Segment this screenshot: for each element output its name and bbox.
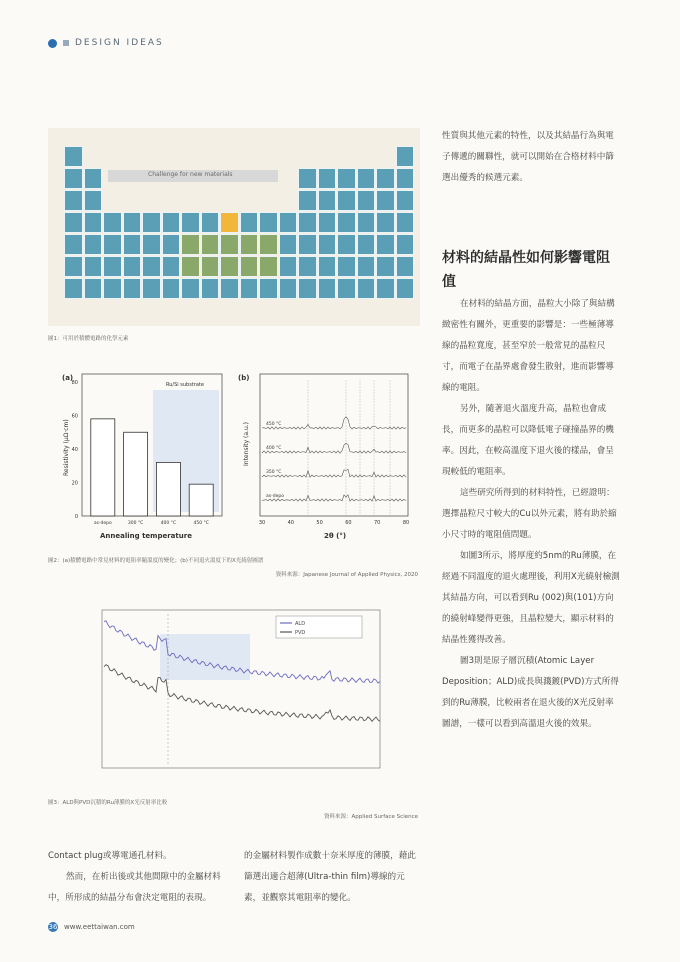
element-cell [396, 256, 415, 277]
panel-a-ylabel: Resistivity (µΩ·cm) [63, 419, 70, 476]
element-cell [240, 256, 259, 277]
element-cell [240, 234, 259, 255]
element-cell [396, 234, 415, 255]
element-cell [298, 212, 317, 233]
element-cell [64, 212, 83, 233]
footer-site: www.eettaiwan.com [64, 923, 135, 931]
element-cell [103, 256, 122, 277]
highlight-region [160, 634, 250, 680]
element-cell [298, 190, 317, 211]
x-tick-label: as-depo [93, 521, 112, 526]
element-cell [357, 278, 376, 299]
bar [189, 484, 213, 516]
element-cell [220, 212, 239, 233]
element-cell [84, 190, 103, 211]
element-cell [142, 234, 161, 255]
element-cell [123, 256, 142, 277]
right-column-top [442, 126, 622, 189]
paragraph: 如圖3所示，將厚度約5nm的Ru薄膜，在經過不同溫度的退火處理後，利用X光繞射檢測其結晶方向，可以看到Ru (002)與(101)方向的繞射峰變得更強，且晶粒變大，顯示材料的結晶性獲得改善。 [442, 551, 620, 645]
element-cell [201, 234, 220, 255]
curve-label: as-depo [266, 494, 284, 499]
element-cell [64, 190, 83, 211]
element-cell [337, 234, 356, 255]
element-cell [123, 212, 142, 233]
element-cell [337, 190, 356, 211]
element-cell [240, 212, 259, 233]
element-cell [318, 212, 337, 233]
element-cell [103, 278, 122, 299]
element-cell [396, 278, 415, 299]
panel-a-xlabel: Annealing temperature [100, 532, 192, 540]
section-heading: 材料的結晶性如何影響電阻值 [442, 250, 610, 290]
figure3-source: 資料來源：Applied Surface Science [324, 814, 418, 820]
y-tick-label: 20 [71, 480, 78, 487]
element-cell [318, 278, 337, 299]
element-cell [64, 278, 83, 299]
element-cell [357, 190, 376, 211]
x-tick-label: 450 °C [193, 521, 209, 526]
x-tick-label: 50 [316, 520, 323, 526]
figure3-legend-ald: ALD [295, 621, 306, 627]
element-cell [84, 234, 103, 255]
element-cell [220, 234, 239, 255]
element-cell [376, 190, 395, 211]
element-cell [162, 234, 181, 255]
element-cell [259, 278, 278, 299]
bar [156, 462, 180, 516]
element-cell [279, 234, 298, 255]
paragraph: Contact plug或導電通孔材料。 [48, 851, 172, 861]
bar [124, 432, 148, 516]
element-cell [318, 168, 337, 189]
element-cell [123, 278, 142, 299]
element-cell [396, 190, 415, 211]
element-cell [279, 256, 298, 277]
element-cell [181, 212, 200, 233]
figure3-legend-box [276, 616, 362, 638]
element-cell [142, 278, 161, 299]
element-cell [181, 278, 200, 299]
right-column-body [442, 294, 622, 735]
element-cell [84, 212, 103, 233]
element-cell [318, 256, 337, 277]
panel-a-label: (a) [62, 374, 74, 382]
element-cell [337, 256, 356, 277]
x-tick-label: 30 [258, 520, 266, 526]
bar [91, 419, 115, 516]
element-cell [123, 234, 142, 255]
x-tick-label: 40 [287, 520, 294, 526]
element-cell [220, 278, 239, 299]
element-cell [162, 212, 181, 233]
element-cell [357, 256, 376, 277]
element-cell [376, 212, 395, 233]
element-cell [298, 168, 317, 189]
figure3-caption: 圖3：ALD與PVD沉積的Ru薄膜的X光反射率比較 [48, 800, 168, 806]
element-cell [337, 168, 356, 189]
element-cell [64, 234, 83, 255]
element-cell [201, 278, 220, 299]
figure2-charts [48, 366, 420, 546]
paragraph: 圖3則是原子層沉積(Atomic Layer Deposition；ALD)成長與濺鍍(PVD)方式所得到的Ru薄膜，比較兩者在退火後的X光反射率圖譜，一樣可以看到高溫退火後的效果。 [442, 656, 619, 729]
page-footer [48, 922, 135, 932]
element-cell [259, 256, 278, 277]
element-cell [396, 168, 415, 189]
paragraph: 的金屬材料製作成數十奈米厚度的薄膜，藉此篩選出適合超薄(Ultra-thin film)導線的元素，並觀察其電阻率的變化。 [244, 851, 416, 903]
element-cell [376, 256, 395, 277]
element-cell [298, 234, 317, 255]
element-cell [357, 234, 376, 255]
element-cell [396, 212, 415, 233]
curve-label: 350 °C [266, 470, 282, 475]
element-cell [103, 212, 122, 233]
element-cell [142, 212, 161, 233]
panel-b-ylabel: Intensity (a.u.) [243, 422, 250, 466]
y-tick-label: 40 [71, 447, 78, 453]
paragraph: 在材料的結晶方面，晶粒大小除了與結構緻密性有關外，更重要的影響是：一些極薄導線的晶粒寬度，甚至窄於一般常見的晶粒尺寸，而電子在晶界處會發生散射，進而影響導線的電阻。 [442, 299, 615, 393]
page-number: 36 [48, 923, 58, 931]
panel-b-label: (b) [238, 374, 250, 382]
figure3-legend-pvd: PVD [295, 630, 306, 636]
paragraph: 另外，隨著退火溫度升高，晶粒也會成長，而更多的晶粒可以降低電子碰撞晶界的機率。因此，在較高溫度下退火後的樣品，會呈現較低的電阻率。 [442, 404, 614, 477]
element-cell [298, 256, 317, 277]
element-cell [201, 256, 220, 277]
x-tick-label: 300 °C [127, 521, 144, 526]
paragraph: 然而，在析出後或其他間隙中的金屬材料中，所形成的結晶分布會決定電阻的表現。 [48, 872, 221, 903]
figure2-caption: 圖2：(a)積體電路中常見材料的電阻率隨溫度的變化；(b)不同退火溫度下的X光繞射圖譜 [48, 558, 264, 564]
element-cell [396, 146, 415, 167]
figure3-chart [80, 606, 384, 786]
paragraph: 這些研究所得到的材料特性，已經證明：選擇晶粒尺寸較大的Cu以外元素，將有助於縮小尺寸時的電阻值問題。 [442, 488, 617, 540]
y-tick-label: 0 [74, 514, 78, 520]
element-cell [337, 212, 356, 233]
element-cell [357, 168, 376, 189]
element-cell [64, 146, 83, 167]
x-tick-label: 80 [402, 520, 410, 526]
candidate-band-label: Challenge for new materials [148, 171, 233, 178]
x-tick-label: 400 °C [160, 521, 177, 526]
element-cell [162, 256, 181, 277]
middle-column-bottom [244, 846, 420, 909]
periodic-table-figure [48, 128, 420, 326]
element-cell [318, 190, 337, 211]
x-tick-label: 60 [345, 520, 352, 526]
curve-label: 450 °C [266, 422, 282, 427]
element-cell [84, 256, 103, 277]
header-square-icon [63, 40, 69, 46]
element-cell [201, 212, 220, 233]
element-cell [259, 234, 278, 255]
curve-label: 400 °C [266, 446, 282, 451]
element-cell [298, 278, 317, 299]
element-cell [142, 256, 161, 277]
element-cell [162, 278, 181, 299]
figure2-source: 資料來源：Japanese Journal of Applied Physics, 2020 [275, 572, 418, 578]
element-cell [64, 256, 83, 277]
element-cell [318, 234, 337, 255]
figure1-caption: 圖1：可用於積體電路的化學元素 [48, 336, 129, 342]
running-header [48, 38, 164, 48]
element-cell [64, 168, 83, 189]
element-cell [376, 168, 395, 189]
element-cell [279, 278, 298, 299]
element-cell [220, 256, 239, 277]
element-cell [181, 234, 200, 255]
element-cell [84, 168, 103, 189]
element-cell [240, 278, 259, 299]
panel-b-xlabel: 2θ (°) [324, 532, 347, 540]
y-tick-label: 60 [71, 413, 78, 420]
element-cell [84, 278, 103, 299]
element-cell [103, 234, 122, 255]
element-cell [279, 212, 298, 233]
element-cell [259, 212, 278, 233]
y-tick-label: 80 [71, 380, 78, 386]
panel-a-legend: Ru/Si substrate [166, 382, 204, 388]
section-title: DESIGN IDEAS [75, 38, 164, 48]
left-column-bottom [48, 846, 224, 909]
element-cell [376, 278, 395, 299]
element-cell [181, 256, 200, 277]
paragraph: 性質與其他元素的特性，以及其結晶行為與電子傳遞的關聯性，就可以開始在合格材料中篩選出優秀的候選元素。 [442, 131, 614, 183]
element-cell [357, 212, 376, 233]
element-cell [376, 234, 395, 255]
x-tick-label: 70 [374, 520, 381, 526]
header-bullet-icon [48, 39, 57, 48]
element-cell [337, 278, 356, 299]
